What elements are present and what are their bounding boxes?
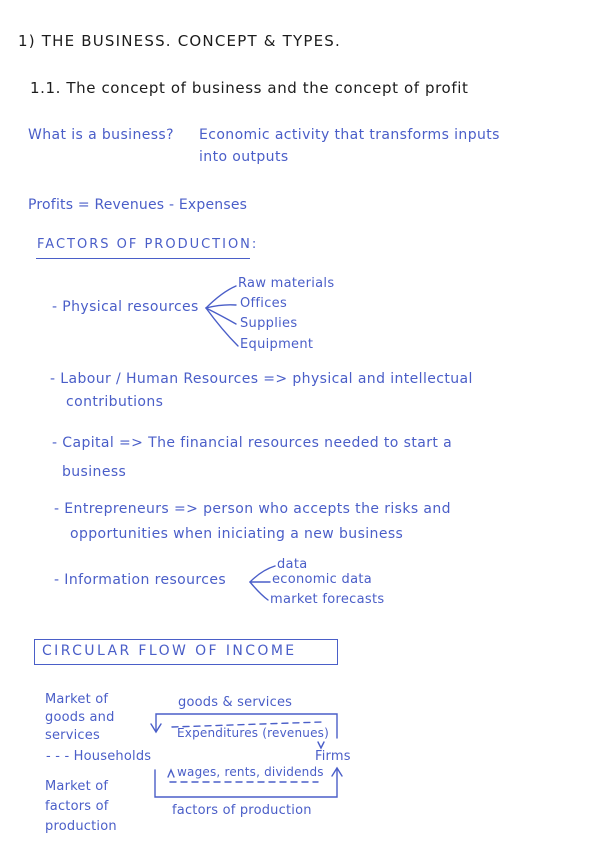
market-factors-line2: factors of xyxy=(45,799,109,814)
information-item-data: data xyxy=(277,557,308,572)
factors-title: FACTORS OF PRODUCTION: xyxy=(37,237,259,252)
market-factors-line3: production xyxy=(45,819,117,834)
entrepreneurs-line1: - Entrepreneurs => person who accepts the risks and xyxy=(54,501,451,517)
physical-resources-label: - Physical resources xyxy=(52,299,199,315)
wages-dashed-arrowhead xyxy=(168,770,174,777)
market-factors-line1: Market of xyxy=(45,779,109,794)
firms-label: Firms xyxy=(315,749,351,764)
capital-line1: - Capital => The financial resources needed to start a xyxy=(52,435,453,451)
business-question: What is a business? xyxy=(28,127,174,143)
information-resources-label: - Information resources xyxy=(54,572,227,588)
entrepreneurs-line2: opportunities when iniciating a new business xyxy=(70,526,404,542)
information-bracket-line-1 xyxy=(250,566,275,582)
business-definition-line1: Economic activity that transforms inputs xyxy=(199,127,500,143)
households-label: - - - Households xyxy=(46,749,152,764)
capital-line2: business xyxy=(62,464,127,480)
market-goods-line2: goods and xyxy=(45,710,115,725)
information-item-market-forecasts: market forecasts xyxy=(270,592,385,607)
physical-item-offices: Offices xyxy=(240,296,288,311)
market-goods-line1: Market of xyxy=(45,692,109,707)
market-goods-line3: services xyxy=(45,728,100,743)
labour-line2: contributions xyxy=(66,394,164,410)
physical-item-raw-materials: Raw materials xyxy=(238,276,335,291)
expenditures-dashed-arrowhead xyxy=(318,742,324,748)
expenditures-dashed-line xyxy=(172,722,322,727)
factors-flow-line xyxy=(155,770,337,797)
information-item-economic-data: economic data xyxy=(272,572,373,587)
information-bracket-line-3 xyxy=(250,582,268,600)
factors-of-production-label: factors of production xyxy=(172,803,312,818)
subsection-heading: 1.1. The concept of business and the concept of profit xyxy=(30,79,469,97)
circular-flow-title: CIRCULAR FLOW OF INCOME xyxy=(42,643,297,659)
wages-label: wages, rents, dividends xyxy=(177,765,324,779)
labour-line1: - Labour / Human Resources => physical and intellectual xyxy=(50,371,473,387)
physical-bracket-line-3 xyxy=(206,308,236,324)
business-definition-line2: into outputs xyxy=(199,149,289,165)
expenditures-label: Expenditures (revenues) xyxy=(177,726,330,740)
physical-item-equipment: Equipment xyxy=(240,337,314,352)
physical-bracket-line-2 xyxy=(206,305,236,308)
section-heading: 1) THE BUSINESS. CONCEPT & TYPES. xyxy=(18,32,341,50)
goods-services-label: goods & services xyxy=(178,695,293,710)
physical-item-supplies: Supplies xyxy=(240,316,298,331)
profit-formula: Profits = Revenues - Expenses xyxy=(28,197,248,213)
physical-bracket-line-4 xyxy=(206,308,238,346)
